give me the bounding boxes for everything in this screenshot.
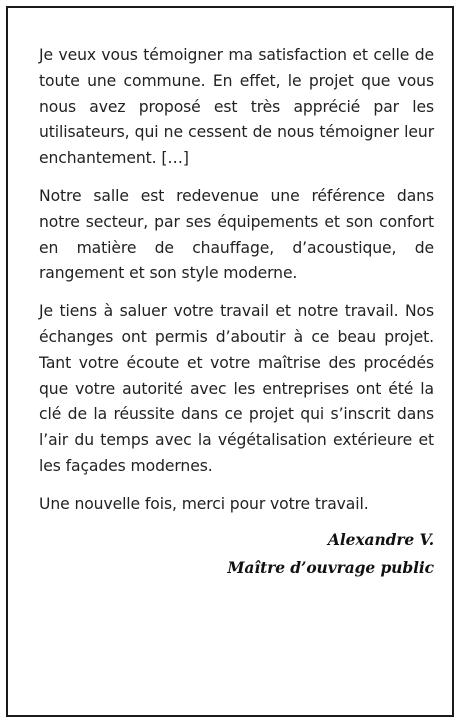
testimonial-paragraph-3: Je tiens à saluer votre travail et notre travail. Nos échanges ont permis d’aboutir à ce beau projet. Tant votre écoute et votre maîtrise des procédés que votre autorité avec les entreprises ont été la clé de la réussite dans ce projet qui s’inscrit dans l’air du temps avec la végétalisation extérieure et les façades modernes. [39, 302, 434, 475]
signature-role: Maître d’ouvrage public [227, 557, 434, 577]
testimonial-paragraph-1: Je veux vous témoigner ma satisfaction et celle de toute une commune. En effet, le projet que vous nous avez proposé est très apprécié par les utilisateurs, qui ne cessent de nous témoigner leur enchantement. […] [39, 46, 434, 168]
testimonial-body [39, 43, 434, 582]
signature-name: Alexandre V. [327, 529, 434, 549]
signature-block [39, 526, 434, 582]
testimonial-card [6, 6, 454, 717]
testimonial-paragraph-4: Une nouvelle fois, merci pour votre travail. [39, 494, 369, 513]
testimonial-paragraph-2: Notre salle est redevenue une référence dans notre secteur, par ses équipements et son confort en matière de chauffage, d’acoustique, de rangement et son style moderne. [39, 186, 434, 283]
